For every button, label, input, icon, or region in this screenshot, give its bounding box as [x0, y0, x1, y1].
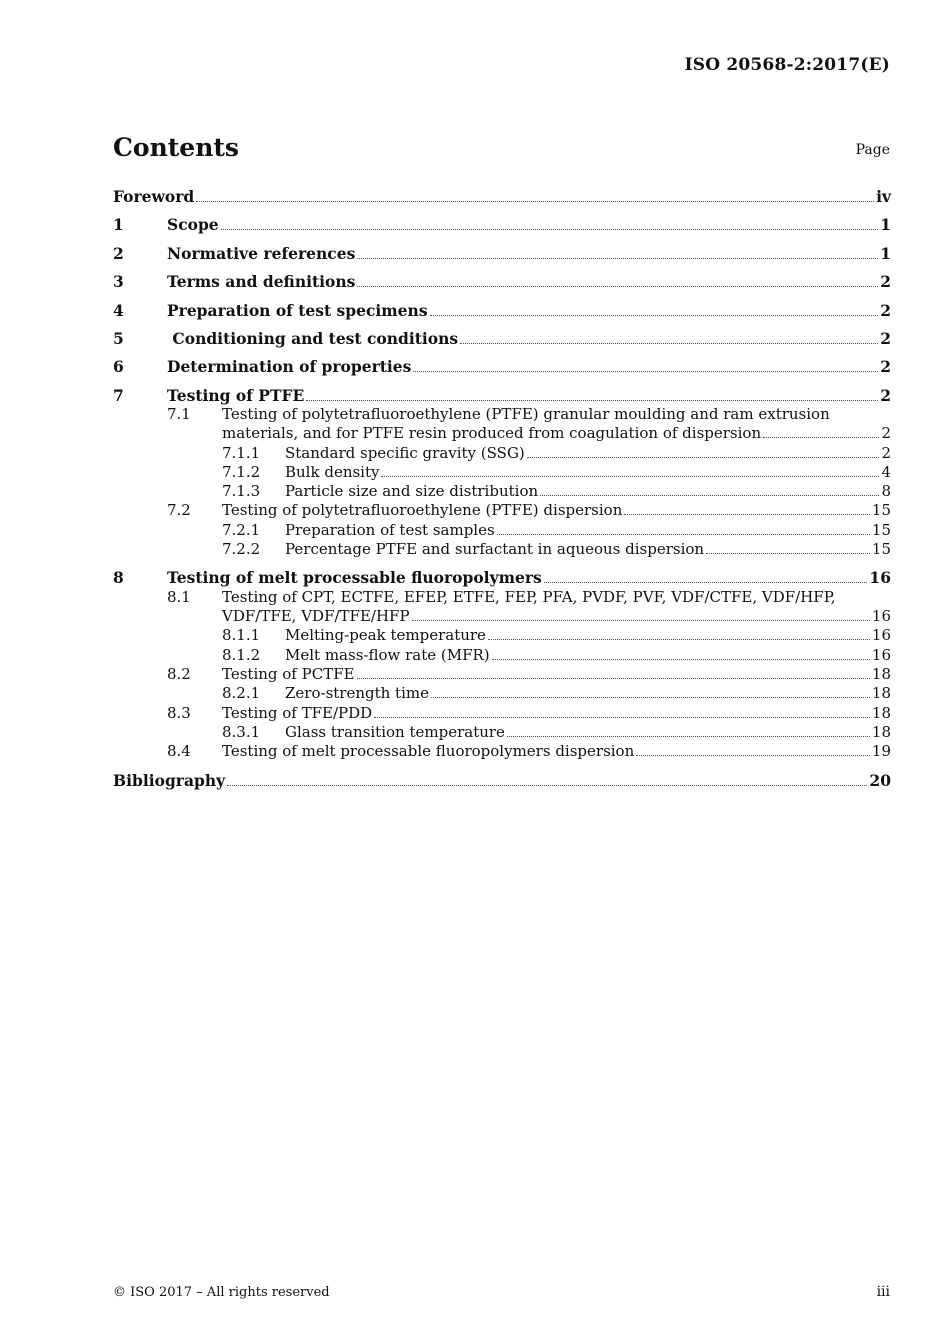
toc-entry-4[interactable] — [113, 301, 891, 320]
leader-dots — [527, 445, 880, 458]
toc-entry-2[interactable] — [113, 244, 891, 263]
toc-entry-7-1-2[interactable] — [113, 463, 891, 482]
toc-page: 15 — [871, 540, 891, 558]
toc-number: 7.1.1 — [222, 444, 261, 462]
toc-title: Preparation of test samples — [285, 521, 495, 539]
toc-title: Melt mass-flow rate (MFR) — [285, 646, 490, 664]
toc-entry-bibliography[interactable] — [113, 771, 891, 790]
toc-title: Scope — [167, 215, 219, 234]
toc-title: Testing of melt processable fluoropolymers dispersion — [222, 742, 635, 760]
toc-entry-8-3[interactable] — [113, 704, 891, 723]
leader-dots — [430, 303, 879, 316]
toc-number: 1 — [113, 215, 124, 234]
toc-number: 8.2.1 — [222, 684, 261, 702]
toc-entry-7-1-3[interactable] — [113, 482, 891, 501]
toc-entry-8-3-1[interactable] — [113, 723, 891, 742]
toc-page: 2 — [880, 272, 891, 291]
toc-page: 2 — [881, 424, 891, 442]
toc-entry-7-2[interactable] — [113, 501, 891, 520]
toc-entry-8-1[interactable] — [113, 588, 891, 627]
contents-title: Contents — [113, 133, 240, 162]
leader-dots — [413, 359, 878, 372]
toc-number: 8.1 — [167, 588, 191, 606]
toc-title-line1: Testing of polytetrafluoroethylene (PTFE) granular moulding and ram extrusion — [222, 405, 830, 423]
toc-entry-8-1-2[interactable] — [113, 646, 891, 665]
toc-title: Bibliography — [113, 771, 226, 790]
toc-number: 5 — [113, 329, 124, 348]
leader-dots — [412, 608, 870, 621]
leader-dots — [636, 743, 870, 756]
toc-page: 16 — [871, 626, 891, 644]
toc-page: 4 — [881, 463, 891, 481]
toc-number: 7.1.3 — [222, 482, 261, 500]
toc-page: 18 — [871, 665, 891, 683]
toc-title: Zero-strength time — [285, 684, 429, 702]
toc-page: 8 — [881, 482, 891, 500]
toc-entry-7-1-1[interactable] — [113, 444, 891, 463]
footer-copyright: © ISO 2017 – All rights reserved — [113, 1285, 330, 1300]
toc-page: 2 — [881, 444, 891, 462]
toc-title: Preparation of test specimens — [167, 301, 428, 320]
toc-entry-8-4[interactable] — [113, 742, 891, 761]
leader-dots — [624, 502, 870, 515]
toc-title: Standard specific gravity (SSG) — [285, 444, 525, 462]
toc-number: 8 — [113, 568, 124, 587]
toc-page: 19 — [871, 742, 891, 760]
leader-dots — [763, 425, 879, 438]
toc-entry-foreword[interactable] — [113, 187, 891, 206]
leader-dots — [706, 541, 870, 554]
toc-entry-6[interactable] — [113, 357, 891, 376]
toc-page: 18 — [871, 723, 891, 741]
leader-dots — [306, 388, 878, 401]
toc-entry-5[interactable] — [113, 329, 891, 348]
toc-entry-8-2[interactable] — [113, 665, 891, 684]
leader-dots — [357, 246, 878, 259]
leader-dots — [544, 570, 868, 583]
toc-title: Testing of melt processable fluoropolymers — [167, 568, 542, 587]
toc-title: Conditioning and test conditions — [167, 329, 459, 348]
toc-title: Melting-peak temperature — [285, 626, 486, 644]
toc-entry-8-1-1[interactable] — [113, 626, 891, 645]
toc-number: 7.1 — [167, 405, 191, 423]
toc-number: 7.2.2 — [222, 540, 261, 558]
toc-page: 2 — [880, 301, 891, 320]
toc-number: 2 — [113, 244, 124, 263]
toc-page: 18 — [871, 704, 891, 722]
toc-number: 8.4 — [167, 742, 191, 760]
toc-number: 8.1.1 — [222, 626, 261, 644]
toc-number: 7.1.2 — [222, 463, 261, 481]
leader-dots — [357, 666, 870, 679]
toc-number: 8.3.1 — [222, 723, 261, 741]
leader-dots — [374, 705, 870, 718]
leader-dots — [497, 522, 870, 535]
toc-title: Percentage PTFE and surfactant in aqueous dispersion — [285, 540, 705, 558]
toc-entry-7-2-1[interactable] — [113, 521, 891, 540]
toc-page: 16 — [871, 607, 891, 625]
toc-entry-1[interactable] — [113, 215, 891, 234]
toc-number: 7.2 — [167, 501, 191, 519]
toc-page: 15 — [871, 521, 891, 539]
toc-page: 2 — [880, 386, 891, 405]
toc-number: 8.3 — [167, 704, 191, 722]
toc-title: Determination of properties — [167, 357, 412, 376]
leader-dots — [492, 647, 870, 660]
page-column-label: Page — [855, 142, 890, 158]
toc-number: 3 — [113, 272, 124, 291]
toc-number: 7 — [113, 386, 124, 405]
leader-dots — [488, 627, 870, 640]
toc-title: Testing of TFE/PDD — [222, 704, 373, 722]
leader-dots — [460, 331, 878, 344]
toc-entry-3[interactable] — [113, 272, 891, 291]
leader-dots — [507, 724, 870, 737]
leader-dots — [196, 189, 874, 202]
toc-entry-7[interactable] — [113, 386, 891, 405]
toc-entry-8-2-1[interactable] — [113, 684, 891, 703]
toc-title: Testing of PCTFE — [222, 665, 355, 683]
leader-dots — [540, 483, 879, 496]
toc-number: 6 — [113, 357, 124, 376]
toc-page: 20 — [869, 771, 891, 790]
toc-title-line2: VDF/TFE, VDF/TFE/HFP — [222, 607, 410, 625]
toc-title: Testing of PTFE — [167, 386, 305, 405]
leader-dots — [381, 464, 879, 477]
toc-page: 18 — [871, 684, 891, 702]
toc-title-line2: materials, and for PTFE resin produced from coagulation of dispersion — [222, 424, 762, 442]
toc-page: 1 — [880, 244, 891, 263]
toc-number: 8.2 — [167, 665, 191, 683]
page-id: ISO 20568-2:2017(E) — [684, 55, 890, 75]
leader-dots — [221, 217, 879, 230]
toc-title: Glass transition temperature — [285, 723, 505, 741]
toc-page: 16 — [871, 646, 891, 664]
toc-entry-7-1[interactable] — [113, 405, 891, 444]
toc-title: Terms and definitions — [167, 272, 356, 291]
footer-page-number: iii — [876, 1284, 890, 1300]
toc-title: Bulk density — [285, 463, 380, 481]
toc-page: 2 — [880, 357, 891, 376]
leader-dots — [431, 685, 870, 698]
toc-page: iv — [876, 187, 891, 206]
toc-number: 4 — [113, 301, 124, 320]
toc-number: 8.1.2 — [222, 646, 261, 664]
toc-page: 1 — [880, 215, 891, 234]
toc-title: Particle size and size distribution — [285, 482, 539, 500]
leader-dots — [357, 274, 878, 287]
leader-dots — [227, 773, 867, 786]
toc-title: Foreword — [113, 187, 195, 206]
toc-title: Normative references — [167, 244, 356, 263]
toc-page: 2 — [880, 329, 891, 348]
toc-page: 15 — [871, 501, 891, 519]
toc-page: 16 — [869, 568, 891, 587]
toc-title-line1: Testing of CPT, ECTFE, EFEP, ETFE, FEP, PFA, PVDF, PVF, VDF/CTFE, VDF/HFP, — [222, 588, 836, 606]
toc-number: 7.2.1 — [222, 521, 261, 539]
toc-title: Testing of polytetrafluoroethylene (PTFE) dispersion — [222, 501, 623, 519]
toc-entry-8[interactable] — [113, 568, 891, 587]
toc-entry-7-2-2[interactable] — [113, 540, 891, 559]
